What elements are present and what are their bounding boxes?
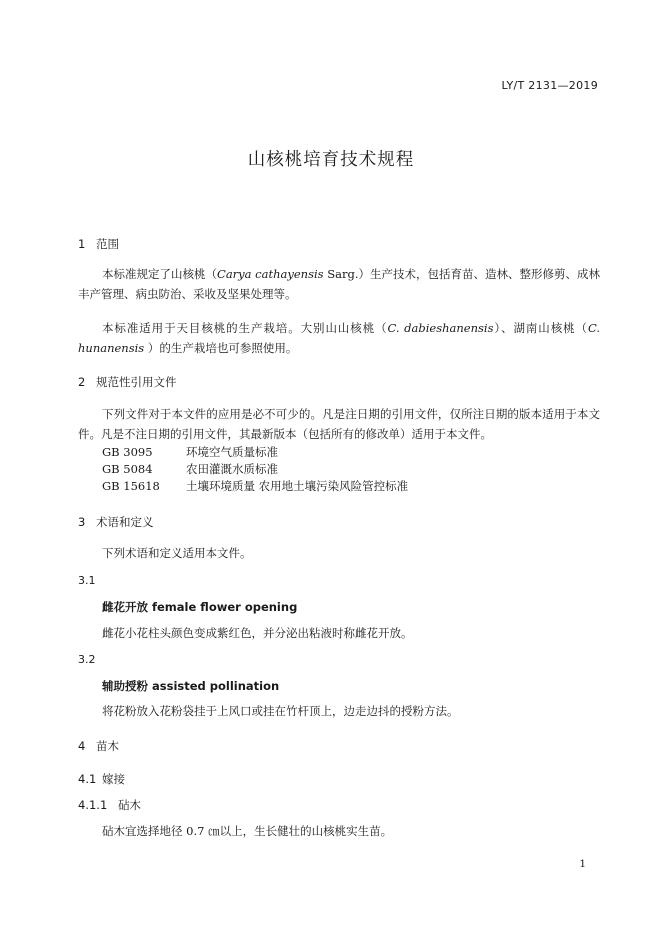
scope-paragraph-2 xyxy=(78,319,600,358)
section-number: 4 xyxy=(78,739,86,753)
subsection-heading-rootstock xyxy=(78,797,141,813)
term-definition: 雌花小花柱头颜色变成紫红色，并分泌出粘液时称雌花开放。 xyxy=(102,626,413,640)
scope-paragraph-1 xyxy=(78,265,600,304)
section-number: 3 xyxy=(78,515,86,529)
reference-code: GB 5084 xyxy=(102,462,153,476)
reference-item xyxy=(102,478,408,494)
term-name: 辅助授粉 assisted pollination xyxy=(102,679,280,693)
section-heading-seedlings xyxy=(78,738,119,754)
latin-name: Carya cathayensis xyxy=(217,267,324,281)
latin-name: C. dabieshanensis xyxy=(387,321,494,335)
standard-code: LY/T 2131—2019 xyxy=(501,79,598,92)
document-title: 山核桃培育技术规程 xyxy=(247,150,415,170)
term-name: 雌花开放 female flower opening xyxy=(102,600,298,614)
text-run: Sarg.）生产技术，包括育苗、造林、整形修剪、成林丰产管理、病虫防治、采收及坚果处理等。 xyxy=(78,267,600,301)
reference-name: 农田灌溉水质标准 xyxy=(186,462,278,476)
page-number: 1 xyxy=(579,858,586,870)
text-run: 本标准规定了山核桃（ xyxy=(102,267,218,281)
section-title: 范围 xyxy=(96,237,119,251)
reference-code: GB 15618 xyxy=(102,479,160,493)
term-number: 3.2 xyxy=(78,653,96,666)
section-title: 苗木 xyxy=(96,739,119,753)
reference-item xyxy=(102,444,278,460)
reference-item xyxy=(102,461,278,477)
subsection-number: 4.1.1 xyxy=(78,798,108,812)
term-number: 3.1 xyxy=(78,574,96,587)
reference-name: 土壤环境质量 农用地土壤污染风险管控标准 xyxy=(186,479,409,493)
section-number: 1 xyxy=(78,237,86,251)
section-heading-normative-references xyxy=(78,374,177,390)
section-title: 术语和定义 xyxy=(96,515,154,529)
subsection-title: 嫁接 xyxy=(102,772,125,786)
text-run: 本标准适用于天目核桃的生产栽培。大别山山核桃（ xyxy=(102,321,388,335)
subsection-title: 砧木 xyxy=(118,798,141,812)
reference-code: GB 3095 xyxy=(102,445,153,459)
normative-intro-paragraph: 下列文件对于本文件的应用是必不可少的。凡是注日期的引用文件，仅所注日期的版本适用于本文件。凡是不注日期的引用文件，其最新版本（包括所有的修改单）适用于本文件。 xyxy=(78,407,600,441)
text-run: ）的生产栽培也可参照使用。 xyxy=(144,340,298,355)
section-number: 2 xyxy=(78,375,86,389)
rootstock-text: 砧木宜选择地径 0.7 ㎝以上，生长健壮的山核桃实生苗。 xyxy=(102,824,393,838)
subsection-heading-grafting xyxy=(78,771,125,787)
reference-name: 环境空气质量标准 xyxy=(186,445,278,459)
terms-intro: 下列术语和定义适用本文件。 xyxy=(102,546,252,560)
section-heading-scope xyxy=(78,236,119,252)
section-title: 规范性引用文件 xyxy=(96,375,177,389)
term-definition: 将花粉放入花粉袋挂于上风口或挂在竹杆顶上，边走边抖的授粉方法。 xyxy=(102,704,459,718)
latin-name: C. hunanensis xyxy=(78,321,601,355)
text-run: ）、湖南山核桃（ xyxy=(493,321,588,335)
subsection-number: 4.1 xyxy=(78,772,97,786)
section-heading-terms xyxy=(78,514,154,530)
